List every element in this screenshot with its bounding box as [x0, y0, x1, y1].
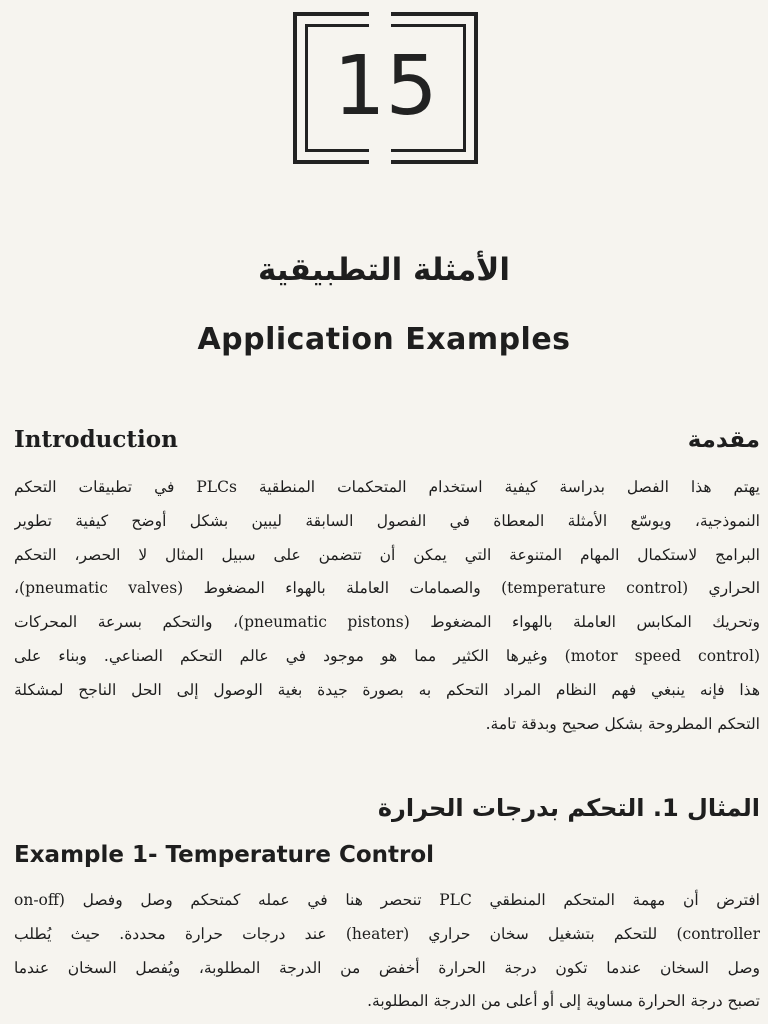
chapter-number: 15	[333, 39, 438, 134]
introduction-line: الحراري (temperature control) والصمامات العاملة بالهواء المضغوط (pneumatic valves)،	[14, 579, 760, 598]
badge-bottom-gap	[369, 146, 391, 166]
example1-line: تصبح درجة الحرارة مساوية إلى أو أعلى من الدرجة المطلوبة.	[367, 992, 760, 1011]
introduction-line: البرامج لاستكمال المهام المتنوعة التي يمكن أن تتضمن على سبيل المثال لا الحصر، التحكم	[14, 545, 760, 564]
chapter-title-english: Application Examples	[197, 322, 571, 357]
introduction-paragraph	[14, 471, 760, 741]
introduction-heading-arabic: مقدمة	[687, 426, 760, 453]
example1-line: controller) للتحكم بتشغيل سخان حراري (heater) عند درجات حرارة محددة. حيث يُطلب	[14, 924, 760, 943]
example1-line: وصل السخان عندما تكون درجة الحرارة أخفض من الدرجة المطلوبة، ويُفصل السخان عندما	[14, 958, 760, 977]
badge-top-gap	[369, 10, 391, 30]
chapter-number-badge	[293, 12, 478, 164]
introduction-line: التحكم المطروحة بشكل صحيح وبدقة تامة.	[485, 714, 760, 733]
introduction-line: وتحريك المكابس العاملة بالهواء المضغوط (pneumatic pistons)، والتحكم بسرعة المحركات	[14, 613, 760, 632]
introduction-line: يهتم هذا الفصل بدراسة كيفية استخدام المتحكمات المنطقية PLCs في تطبيقات التحكم	[14, 478, 760, 496]
introduction-line: (motor speed control) وغيرها الكثير مما هو موجود في عالم التحكم الصناعي. وبناء على	[14, 646, 760, 665]
introduction-line: هذا فإنه ينبغي فهم النظام المراد التحكم به بصورة جيدة بغية الوصول إلى الحل الناجح لمشكلة	[14, 680, 760, 699]
example1-heading-english: Example 1- Temperature Control	[14, 842, 435, 868]
example1-line: افترض أن مهمة المتحكم المنطقي PLC تنحصر هنا في عمله كمتحكم وصل وفصل (on-off	[14, 891, 760, 909]
introduction-heading-row	[14, 426, 760, 453]
example1-heading-arabic: المثال 1. التحكم بدرجات الحرارة	[377, 794, 760, 822]
example1-paragraph	[14, 884, 760, 1019]
introduction-line: النموذجية، ويوسّع الأمثلة المعطاة في الفصول السابقة ليبين بشكل أوضح كيفية تطوير	[14, 511, 760, 530]
introduction-heading-english: Introduction	[14, 426, 178, 453]
chapter-title-arabic: الأمثلة التطبيقية	[258, 252, 510, 288]
